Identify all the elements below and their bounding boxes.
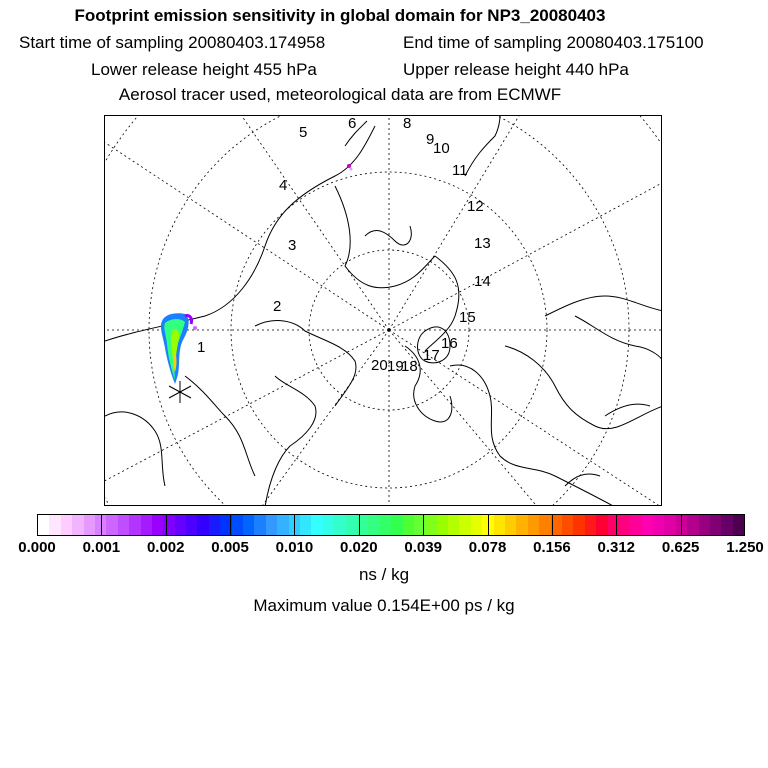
trajectory-labels (197, 116, 491, 375)
max-value-label: Maximum value 0.154E+00 ps / kg (253, 596, 515, 615)
colorbar-tick-label: 0.039 (404, 539, 442, 556)
colorbar-separator (230, 514, 231, 536)
colorbar-swatch (266, 515, 277, 535)
colorbar-swatch (232, 515, 243, 535)
plot-title: Footprint emission sensitivity in global domain for NP3_20080403 (74, 6, 606, 25)
traj-label-5: 5 (299, 124, 308, 141)
colorbar-swatch (311, 515, 322, 535)
traj-label-6: 6 (348, 116, 357, 132)
tracer-info: Aerosol tracer used, meteorological data are from ECMWF (118, 85, 562, 104)
colorbar-swatch (243, 515, 254, 535)
colorbar-swatch (84, 515, 95, 535)
colorbar-swatch (699, 515, 710, 535)
colorbar-swatch (323, 515, 334, 535)
traj-label-11: 11 (452, 162, 468, 179)
colorbar-swatch (61, 515, 72, 535)
traj-label-15: 15 (459, 309, 476, 326)
colorbar-swatch (368, 515, 379, 535)
colorbar-separator (294, 514, 295, 536)
traj-label-20: 20 (371, 357, 388, 374)
colorbar-swatch (733, 515, 744, 535)
colorbar-swatch (471, 515, 482, 535)
colorbar-separator (166, 514, 167, 536)
colorbar-swatch (334, 515, 345, 535)
colorbar-swatch (141, 515, 152, 535)
latitude-circles (105, 116, 662, 506)
traj-label-2: 2 (273, 298, 282, 315)
colorbar-swatch (596, 515, 607, 535)
colorbar-tick-label: 0.020 (340, 539, 378, 556)
colorbar-tick-label: 0.002 (146, 539, 185, 556)
colorbar-swatch (118, 515, 129, 535)
colorbar-swatch (197, 515, 208, 535)
colorbar-tick-label: 0.005 (211, 539, 249, 556)
colorbar-tick-label: 1.250 (726, 539, 764, 556)
polar-map (105, 116, 662, 506)
colorbar-swatch (721, 515, 732, 535)
colorbar-swatch (186, 515, 197, 535)
colorbar-swatch (494, 515, 505, 535)
colorbar-swatch (664, 515, 675, 535)
colorbar-swatch (437, 515, 448, 535)
colorbar-separator (359, 514, 360, 536)
colorbar-swatch (562, 515, 573, 535)
colorbar-swatch (573, 515, 584, 535)
traj-label-12: 12 (467, 198, 484, 215)
colorbar-swatch (539, 515, 550, 535)
colorbar-swatch (106, 515, 117, 535)
traj-label-14: 14 (474, 273, 491, 290)
colorbar-swatch (528, 515, 539, 535)
colorbar-swatch (642, 515, 653, 535)
colorbar-swatch (653, 515, 664, 535)
colorbar-swatch (38, 515, 49, 535)
traj-label-19: 19 (387, 358, 404, 375)
colorbar-swatch (619, 515, 630, 535)
traj-label-10: 10 (433, 140, 450, 157)
colorbar-swatch (425, 515, 436, 535)
colorbar-tick-label: 0.001 (82, 539, 121, 556)
traj-label-16: 16 (441, 335, 458, 352)
colorbar-separator (423, 514, 424, 536)
end-time-label: End time of sampling 20080403.175100 (403, 33, 704, 52)
colorbar-swatch (175, 515, 186, 535)
colorbar-tick-label: 0.078 (468, 539, 507, 556)
traj-label-3: 3 (288, 237, 297, 254)
colorbar-swatch (49, 515, 60, 535)
colorbar-swatch (129, 515, 140, 535)
traj-label-9: 9 (426, 131, 435, 148)
colorbar (37, 514, 745, 536)
colorbar-tick-label: 0.312 (597, 539, 636, 556)
coastlines (105, 116, 662, 506)
colorbar-swatch (209, 515, 220, 535)
colorbar-swatch (630, 515, 641, 535)
colorbar-swatch (152, 515, 163, 535)
colorbar-tick-label: 0.010 (275, 539, 314, 556)
traj-label-13: 13 (474, 235, 491, 252)
colorbar-swatch (710, 515, 721, 535)
colorbar-unit: ns / kg (358, 565, 410, 584)
lat-circle-20 (105, 116, 662, 506)
traj-label-18: 18 (401, 358, 418, 375)
colorbar-swatch (516, 515, 527, 535)
start-time-label: Start time of sampling 20080403.174958 (19, 33, 326, 52)
traj-label-1: 1 (197, 339, 206, 356)
colorbar-swatch (380, 515, 391, 535)
colorbar-tick-label: 0.156 (533, 539, 571, 556)
colorbar-swatch (505, 515, 516, 535)
colorbar-swatch (300, 515, 311, 535)
colorbar-separator (552, 514, 553, 536)
star-icon (169, 381, 191, 403)
map-panel (104, 115, 662, 506)
meridians (105, 116, 662, 506)
colorbar-swatch (687, 515, 698, 535)
colorbar-swatch (403, 515, 414, 535)
colorbar-swatch (254, 515, 265, 535)
lower-height-label: Lower release height 455 hPa (91, 60, 317, 79)
colorbar-separator (101, 514, 102, 536)
traj-label-8: 8 (403, 116, 412, 132)
colorbar-separator (488, 514, 489, 536)
colorbar-separator (681, 514, 682, 536)
colorbar-tick-label: 0.000 (18, 539, 56, 556)
colorbar-swatch (391, 515, 402, 535)
colorbar-swatch (277, 515, 288, 535)
emission-footprint (161, 164, 353, 384)
colorbar-swatch (72, 515, 83, 535)
traj-label-4: 4 (279, 177, 288, 194)
colorbar-swatch (346, 515, 357, 535)
colorbar-separator (616, 514, 617, 536)
colorbar-swatch (448, 515, 459, 535)
colorbar-swatch (585, 515, 596, 535)
colorbar-swatch (459, 515, 470, 535)
traj-label-17: 17 (423, 347, 440, 364)
colorbar-tick-label: 0.625 (661, 539, 700, 556)
upper-height-label: Upper release height 440 hPa (403, 60, 629, 79)
